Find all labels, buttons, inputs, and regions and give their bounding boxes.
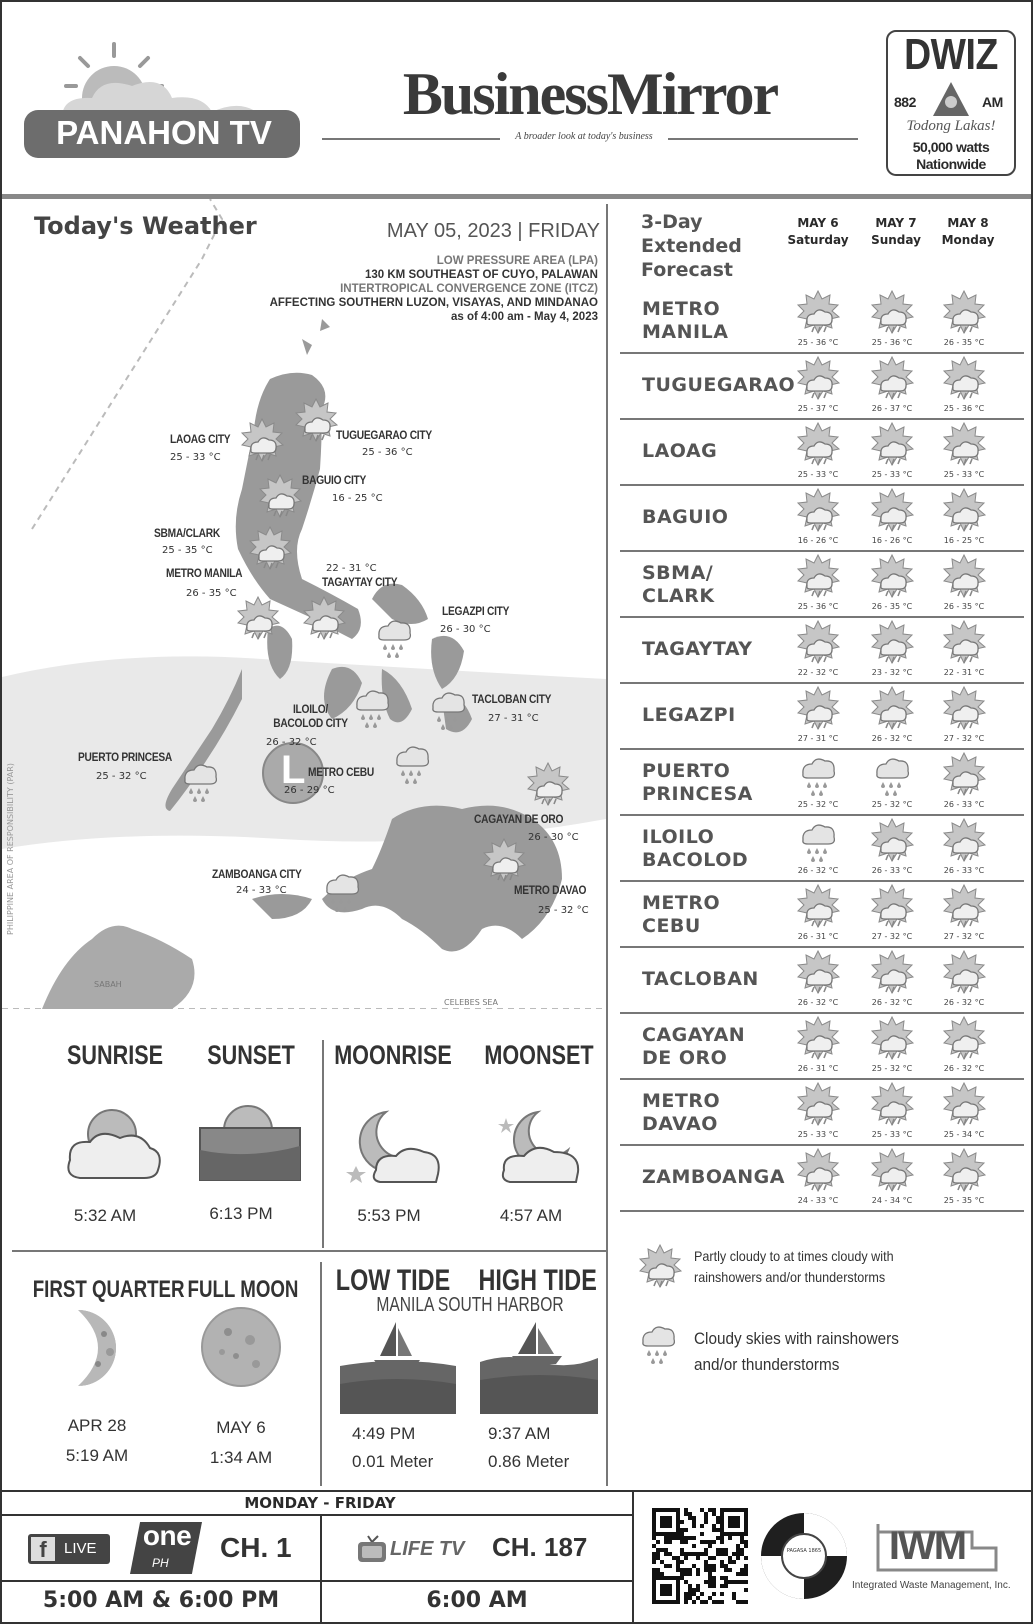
forecast-row-name-line: PRINCESA bbox=[642, 783, 753, 805]
moon-tide-divider bbox=[12, 1250, 606, 1252]
advisory-line: 130 KM SOUTHEAST OF CUYO, PALAWAN bbox=[364, 269, 598, 281]
first-quarter-moon-icon bbox=[74, 1308, 130, 1388]
high-tide-icon bbox=[480, 1322, 598, 1414]
partly-cloudy-rain-icon bbox=[868, 950, 916, 998]
dwiz-logo bbox=[886, 30, 1016, 176]
partly-cloudy-rain-icon bbox=[794, 554, 842, 602]
forecast-row-name bbox=[642, 440, 717, 463]
one-ph-logo bbox=[130, 1522, 202, 1574]
forecast-row-name-line: LEGAZPI bbox=[642, 704, 736, 726]
sunrise-icon bbox=[60, 1100, 164, 1184]
forecast-row-rule bbox=[620, 814, 1024, 816]
full-moon-time: 1:34 AM bbox=[209, 1448, 273, 1467]
partly-cloudy-rain-icon bbox=[256, 474, 304, 522]
partly-cloudy-rain-icon bbox=[940, 488, 988, 536]
forecast-row-name-line: METRO bbox=[642, 892, 721, 914]
full-moon-icon bbox=[200, 1306, 282, 1388]
forecast-temp: 26 - 33 °C bbox=[871, 866, 913, 875]
map-city-name: ZAMBOANGA CITY bbox=[212, 867, 302, 881]
legend-line: and/or thunderstorms bbox=[694, 1355, 840, 1374]
forecast-row-rule bbox=[620, 616, 1024, 618]
ph-label: PH bbox=[152, 1556, 169, 1570]
forecast-temp: 25 - 36 °C bbox=[797, 338, 839, 347]
forecast-row-name bbox=[642, 562, 715, 608]
masthead-title: BusinessMirror bbox=[402, 61, 778, 127]
weather-advisory bbox=[200, 254, 598, 324]
forecast-row-name bbox=[642, 1166, 785, 1189]
forecast-row-name bbox=[642, 374, 795, 397]
high-tide-height: 0.86 Meter bbox=[488, 1452, 570, 1471]
tv-icon bbox=[356, 1534, 388, 1564]
footer-schedule-rule bbox=[2, 1514, 632, 1516]
forecast-temp: 26 - 33 °C bbox=[943, 866, 985, 875]
dwiz-tower-icon bbox=[933, 82, 969, 116]
forecast-row-rule bbox=[620, 1144, 1024, 1146]
map-city-temp: 26 - 35 °C bbox=[186, 588, 237, 599]
sunset-icon bbox=[198, 1100, 302, 1184]
partly-cloudy-rain-icon bbox=[868, 818, 916, 866]
map-city-temp: 16 - 25 °C bbox=[332, 493, 383, 504]
partly-cloudy-rain-icon bbox=[794, 1148, 842, 1196]
forecast-temp: 26 - 31 °C bbox=[797, 932, 839, 941]
forecast-row-name-line: CEBU bbox=[642, 915, 701, 937]
sabah-label: SABAH bbox=[94, 980, 122, 989]
forecast-temp: 25 - 33 °C bbox=[871, 470, 913, 479]
forecast-row-name-line: TACLOBAN bbox=[642, 968, 759, 990]
forecast-row-name-line: MANILA bbox=[642, 321, 729, 343]
map-city-name: TUGUEGARAO CITY bbox=[336, 428, 432, 442]
tide-location: MANILA SOUTH HARBOR bbox=[376, 1294, 564, 1316]
partly-cloudy-rain-icon bbox=[794, 488, 842, 536]
cloudy-rain-icon bbox=[388, 740, 436, 788]
forecast-temp: 25 - 36 °C bbox=[797, 602, 839, 611]
map-city-name: METRO CEBU bbox=[308, 765, 375, 779]
partly-cloudy-rain-icon bbox=[940, 290, 988, 338]
forecast-row-rule bbox=[620, 1210, 1024, 1212]
sunset-label: SUNSET bbox=[207, 1040, 295, 1070]
moonrise-label: MOONRISE bbox=[334, 1040, 452, 1070]
iwm-wordmark: IWM bbox=[888, 1524, 966, 1568]
moon-tide-vertical-divider bbox=[320, 1262, 322, 1486]
map-city-temp: 25 - 36 °C bbox=[362, 447, 413, 458]
panahon-tv-label: PANAHON TV bbox=[56, 114, 272, 151]
forecast-temp: 26 - 31 °C bbox=[797, 1064, 839, 1073]
forecast-row-rule bbox=[620, 748, 1024, 750]
moonset-label: MOONSET bbox=[484, 1040, 594, 1070]
partly-cloudy-rain-icon bbox=[524, 762, 572, 810]
iwm-company-name: Integrated Waste Management, Inc. bbox=[852, 1580, 1011, 1591]
forecast-temp: 22 - 32 °C bbox=[797, 668, 839, 677]
forecast-row-name-line: BACOLOD bbox=[642, 849, 749, 871]
forecast-row-name-line: PUERTO bbox=[642, 760, 731, 782]
map-city-name: METRO DAVAO bbox=[514, 883, 587, 897]
partly-cloudy-rain-icon bbox=[940, 950, 988, 998]
column-divider bbox=[606, 204, 608, 1486]
partly-cloudy-rain-icon bbox=[292, 398, 340, 446]
cloudy-rain-icon bbox=[348, 684, 396, 732]
forecast-row-name bbox=[642, 638, 753, 661]
partly-cloudy-rain-icon bbox=[794, 620, 842, 668]
map-city-temp: 26 - 29 °C bbox=[284, 785, 335, 796]
forecast-day-date: MAY 8 bbox=[947, 216, 989, 230]
partly-cloudy-rain-icon bbox=[794, 686, 842, 734]
forecast-row-name-line: LAOAG bbox=[642, 440, 718, 462]
low-tide-time: 4:49 PM bbox=[352, 1424, 416, 1443]
forecast-temp: 25 - 36 °C bbox=[943, 404, 985, 413]
partly-cloudy-rain-icon bbox=[868, 422, 916, 470]
legend-line: Cloudy skies with rainshowers bbox=[694, 1329, 899, 1348]
channel-1-label: CH. 1 bbox=[220, 1532, 292, 1563]
partly-cloudy-rain-icon bbox=[794, 1016, 842, 1064]
partly-cloudy-rain-icon bbox=[868, 1016, 916, 1064]
map-city-temp: 25 - 35 °C bbox=[162, 545, 213, 556]
facebook-live-badge bbox=[28, 1534, 110, 1564]
forecast-temp: 26 - 35 °C bbox=[943, 338, 985, 347]
forecast-row-name bbox=[642, 760, 753, 806]
life-tv-label: LIFE TV bbox=[390, 1538, 465, 1560]
forecast-day-header bbox=[864, 215, 928, 249]
forecast-row-rule bbox=[620, 880, 1024, 882]
map-city-name: TAGAYTAY CITY bbox=[322, 575, 398, 589]
masthead-rule-left bbox=[322, 138, 500, 140]
footer-top-rule bbox=[2, 1490, 1031, 1492]
map-city-temp: 26 - 30 °C bbox=[528, 832, 579, 843]
map-city-temp: 26 - 32 °C bbox=[266, 737, 317, 748]
forecast-row-name-line: ILOILO bbox=[642, 826, 715, 848]
cloudy-rain-icon bbox=[634, 1320, 682, 1368]
celebes-sea-label: CELEBES SEA bbox=[444, 998, 498, 1007]
forecast-temp: 25 - 33 °C bbox=[797, 1130, 839, 1139]
forecast-day-header bbox=[786, 215, 850, 249]
forecast-temp: 25 - 35 °C bbox=[943, 1196, 985, 1205]
forecast-temp: 26 - 32 °C bbox=[871, 734, 913, 743]
forecast-row-rule bbox=[620, 1012, 1024, 1014]
forecast-row-name-line: DE ORO bbox=[642, 1047, 728, 1069]
forecast-temp: 25 - 37 °C bbox=[797, 404, 839, 413]
partly-cloudy-rain-icon bbox=[794, 422, 842, 470]
map-city-name: TACLOBAN CITY bbox=[472, 692, 552, 706]
forecast-row-rule bbox=[620, 484, 1024, 486]
legend-line: Partly cloudy to at times cloudy with bbox=[694, 1248, 894, 1264]
forecast-row-name bbox=[642, 1024, 745, 1070]
dwiz-call: DWIZ bbox=[904, 30, 998, 79]
map-city-temp: 24 - 33 °C bbox=[236, 885, 287, 896]
forecast-row-name-line: SBMA/ bbox=[642, 562, 714, 584]
map-city-name: LAOAG CITY bbox=[170, 432, 231, 446]
forecast-day-date: MAY 7 bbox=[875, 216, 917, 230]
partly-cloudy-rain-icon bbox=[794, 1082, 842, 1130]
lifetv-time-slot: 6:00 AM bbox=[426, 1588, 528, 1613]
forecast-temp: 25 - 32 °C bbox=[871, 1064, 913, 1073]
partly-cloudy-rain-icon bbox=[940, 620, 988, 668]
map-city-name: CAGAYAN DE ORO bbox=[474, 812, 564, 826]
partly-cloudy-rain-icon bbox=[940, 1148, 988, 1196]
sun-moon-divider bbox=[322, 1040, 324, 1248]
high-tide-time: 9:37 AM bbox=[488, 1424, 551, 1443]
sunrise-label: SUNRISE bbox=[66, 1040, 164, 1070]
partly-cloudy-rain-icon bbox=[794, 290, 842, 338]
dwiz-reach: Nationwide bbox=[916, 156, 986, 172]
first-quarter-date: APR 28 bbox=[67, 1416, 127, 1435]
cloudy-rain-icon bbox=[424, 686, 472, 734]
cloudy-rain-icon bbox=[794, 752, 842, 800]
dwiz-slogan: Todong Lakas! bbox=[906, 118, 996, 134]
forecast-row-name-line: TAGAYTAY bbox=[642, 638, 753, 660]
footer-vertical-rule-2 bbox=[632, 1490, 634, 1622]
forecast-heading-line: 3-Day bbox=[641, 211, 703, 233]
partly-cloudy-rain-icon bbox=[238, 418, 286, 466]
forecast-day-name: Monday bbox=[941, 233, 995, 247]
forecast-day-name: Sunday bbox=[871, 233, 921, 247]
partly-cloudy-rain-icon bbox=[940, 686, 988, 734]
low-tide-label: LOW TIDE bbox=[335, 1264, 451, 1297]
forecast-day-header bbox=[936, 215, 1000, 249]
moonset-time: 4:57 AM bbox=[499, 1206, 563, 1225]
cloudy-rain-icon bbox=[318, 868, 366, 916]
partly-cloudy-rain-icon bbox=[940, 1082, 988, 1130]
forecast-row-rule bbox=[620, 352, 1024, 354]
advisory-line: INTERTROPICAL CONVERGENCE ZONE (ITCZ) bbox=[340, 283, 598, 295]
map-city-temp: 26 - 30 °C bbox=[440, 624, 491, 635]
map-city-name: SBMA/CLARK bbox=[154, 526, 221, 540]
map-city-temp: 25 - 33 °C bbox=[170, 452, 221, 463]
one-label: one bbox=[142, 1520, 192, 1551]
map-city-name: PUERTO PRINCESA bbox=[78, 750, 173, 764]
partly-cloudy-rain-icon bbox=[940, 752, 988, 800]
cloudy-rain-icon bbox=[176, 758, 224, 806]
footer-time-rule bbox=[2, 1580, 632, 1582]
map-city-name: LEGAZPI CITY bbox=[442, 604, 510, 618]
sunset-time: 6:13 PM bbox=[209, 1204, 273, 1223]
forecast-temp: 26 - 32 °C bbox=[797, 998, 839, 1007]
map-city-temp: 22 - 31 °C bbox=[326, 563, 377, 574]
partly-cloudy-rain-icon bbox=[940, 356, 988, 404]
forecast-temp: 25 - 32 °C bbox=[797, 800, 839, 809]
partly-cloudy-rain-icon bbox=[940, 554, 988, 602]
masthead-tagline: A broader look at today's business bbox=[515, 131, 653, 142]
par-label: PHILIPPINE AREA OF RESPONSIBILITY (PAR) bbox=[6, 763, 15, 935]
forecast-row-name bbox=[642, 704, 736, 727]
forecast-row-name bbox=[642, 1090, 720, 1136]
forecast-temp: 25 - 33 °C bbox=[943, 470, 985, 479]
map-city-temp: 27 - 31 °C bbox=[488, 713, 539, 724]
forecast-temp: 23 - 32 °C bbox=[871, 668, 913, 677]
advisory-line: AFFECTING SOUTHERN LUZON, VISAYAS, AND MINDANAO bbox=[269, 297, 598, 309]
moonset-icon bbox=[490, 1108, 588, 1188]
dwiz-power: 50,000 watts bbox=[912, 139, 990, 155]
high-tide-label: HIGH TIDE bbox=[478, 1264, 597, 1297]
partly-cloudy-rain-icon bbox=[868, 620, 916, 668]
forecast-row-name-line: METRO bbox=[642, 298, 721, 320]
legend-line: rainshowers and/or thunderstorms bbox=[694, 1269, 886, 1285]
forecast-temp: 16 - 26 °C bbox=[797, 536, 839, 545]
forecast-temp: 25 - 33 °C bbox=[797, 470, 839, 479]
forecast-temp: 26 - 35 °C bbox=[871, 602, 913, 611]
forecast-temp: 24 - 34 °C bbox=[871, 1196, 913, 1205]
forecast-temp: 26 - 32 °C bbox=[797, 866, 839, 875]
cloudy-rain-icon bbox=[794, 818, 842, 866]
moonrise-icon bbox=[346, 1108, 444, 1188]
forecast-row-name bbox=[642, 892, 720, 938]
forecast-temp: 27 - 32 °C bbox=[943, 734, 985, 743]
forecast-row-rule bbox=[620, 1078, 1024, 1080]
partly-cloudy-rain-icon bbox=[636, 1244, 684, 1292]
forecast-row-name-line: DAVAO bbox=[642, 1113, 718, 1135]
forecast-row-rule bbox=[620, 682, 1024, 684]
iwm-logo bbox=[872, 1518, 1002, 1578]
extended-forecast-heading bbox=[641, 210, 742, 282]
forecast-row-name bbox=[642, 826, 748, 872]
first-quarter-label: FIRST QUARTER bbox=[32, 1276, 185, 1303]
forecast-day-date: MAY 6 bbox=[797, 216, 839, 230]
pagasa-seal-text: PAGASA 1865 bbox=[786, 1548, 822, 1554]
forecast-row-name-line: ZAMBOANGA bbox=[642, 1166, 785, 1188]
partly-cloudy-rain-icon bbox=[234, 596, 282, 644]
forecast-temp: 25 - 36 °C bbox=[871, 338, 913, 347]
forecast-row-name-line: BAGUIO bbox=[642, 506, 729, 528]
partly-cloudy-rain-icon bbox=[868, 554, 916, 602]
forecast-temp: 25 - 33 °C bbox=[871, 1130, 913, 1139]
channel-187-label: CH. 187 bbox=[492, 1532, 588, 1562]
partly-cloudy-rain-icon bbox=[940, 818, 988, 866]
forecast-heading-line: Extended bbox=[641, 235, 742, 257]
forecast-temp: 24 - 33 °C bbox=[797, 1196, 839, 1205]
dwiz-band: AM bbox=[982, 94, 1003, 110]
map-city-temp: 25 - 32 °C bbox=[96, 771, 147, 782]
map-city-name: ILOILO/ BACOLOD CITY bbox=[273, 702, 348, 730]
low-tide-height: 0.01 Meter bbox=[352, 1452, 434, 1471]
broadcast-schedule: MONDAY - FRIDAY bbox=[244, 1494, 396, 1512]
forecast-temp: 26 - 32 °C bbox=[943, 998, 985, 1007]
forecast-row-name-line: CAGAYAN bbox=[642, 1024, 746, 1046]
partly-cloudy-rain-icon bbox=[480, 838, 528, 886]
forecast-row-name-line: TUGUEGARAO bbox=[642, 374, 796, 396]
forecast-temp: 16 - 26 °C bbox=[871, 536, 913, 545]
partly-cloudy-rain-icon bbox=[868, 884, 916, 932]
facebook-icon: f bbox=[31, 1537, 55, 1561]
partly-cloudy-rain-icon bbox=[940, 1016, 988, 1064]
lpa-letter: L bbox=[281, 748, 305, 792]
partly-cloudy-rain-icon bbox=[300, 596, 348, 644]
forecast-temp: 26 - 33 °C bbox=[943, 800, 985, 809]
forecast-row-name-line: METRO bbox=[642, 1090, 721, 1112]
pagasa-seal-icon bbox=[760, 1512, 848, 1600]
onephtime-slot: 5:00 AM & 6:00 PM bbox=[42, 1588, 280, 1613]
map-city-temp: 25 - 32 °C bbox=[538, 905, 589, 916]
forecast-temp: 22 - 31 °C bbox=[943, 668, 985, 677]
low-tide-icon bbox=[340, 1322, 456, 1414]
masthead-rule-right bbox=[668, 138, 858, 140]
partly-cloudy-rain-icon bbox=[246, 526, 294, 574]
forecast-row-rule bbox=[620, 550, 1024, 552]
panahon-tv-logo bbox=[22, 36, 302, 161]
legend-text bbox=[694, 1326, 899, 1378]
forecast-row-name bbox=[642, 506, 728, 529]
partly-cloudy-rain-icon bbox=[868, 290, 916, 338]
moonrise-time: 5:53 PM bbox=[357, 1206, 421, 1225]
qr-code-icon bbox=[652, 1508, 748, 1604]
dwiz-freq: 882 bbox=[894, 94, 916, 110]
sunrise-time: 5:32 AM bbox=[73, 1206, 137, 1225]
partly-cloudy-rain-icon bbox=[868, 1082, 916, 1130]
partly-cloudy-rain-icon bbox=[868, 356, 916, 404]
forecast-temp: 27 - 32 °C bbox=[943, 932, 985, 941]
forecast-heading-line: Forecast bbox=[641, 259, 733, 281]
first-quarter-time: 5:19 AM bbox=[65, 1446, 129, 1465]
map-city-name: METRO MANILA bbox=[166, 566, 243, 580]
partly-cloudy-rain-icon bbox=[868, 1148, 916, 1196]
partly-cloudy-rain-icon bbox=[794, 884, 842, 932]
forecast-temp: 27 - 31 °C bbox=[797, 734, 839, 743]
forecast-temp: 26 - 32 °C bbox=[871, 998, 913, 1007]
todays-weather-heading: Today's Weather bbox=[34, 212, 257, 240]
forecast-row-rule bbox=[620, 418, 1024, 420]
cloudy-rain-icon bbox=[370, 614, 418, 662]
full-moon-date: MAY 6 bbox=[216, 1418, 266, 1437]
partly-cloudy-rain-icon bbox=[794, 356, 842, 404]
forecast-temp: 26 - 32 °C bbox=[943, 1064, 985, 1073]
map-city-name: BAGUIO CITY bbox=[302, 473, 367, 487]
forecast-date: MAY 05, 2023 | FRIDAY bbox=[386, 220, 600, 242]
forecast-row-name bbox=[642, 968, 759, 991]
forecast-temp: 16 - 25 °C bbox=[943, 536, 985, 545]
forecast-temp: 25 - 34 °C bbox=[943, 1130, 985, 1139]
forecast-temp: 26 - 37 °C bbox=[871, 404, 913, 413]
partly-cloudy-rain-icon bbox=[794, 950, 842, 998]
full-moon-label: FULL MOON bbox=[187, 1276, 299, 1303]
forecast-row-name bbox=[642, 298, 728, 344]
forecast-temp: 27 - 32 °C bbox=[871, 932, 913, 941]
advisory-line: LOW PRESSURE AREA (LPA) bbox=[436, 255, 598, 267]
forecast-temp: 26 - 35 °C bbox=[943, 602, 985, 611]
forecast-row-rule bbox=[620, 946, 1024, 948]
advisory-line: as of 4:00 am - May 4, 2023 bbox=[450, 311, 598, 323]
forecast-temp: 25 - 32 °C bbox=[871, 800, 913, 809]
live-label: LIVE bbox=[64, 1540, 97, 1557]
forecast-row-name-line: CLARK bbox=[642, 585, 715, 607]
partly-cloudy-rain-icon bbox=[940, 884, 988, 932]
forecast-day-name: Saturday bbox=[787, 233, 849, 247]
cloudy-rain-icon bbox=[868, 752, 916, 800]
partly-cloudy-rain-icon bbox=[868, 686, 916, 734]
legend-text bbox=[694, 1246, 894, 1288]
partly-cloudy-rain-icon bbox=[940, 422, 988, 470]
partly-cloudy-rain-icon bbox=[868, 488, 916, 536]
